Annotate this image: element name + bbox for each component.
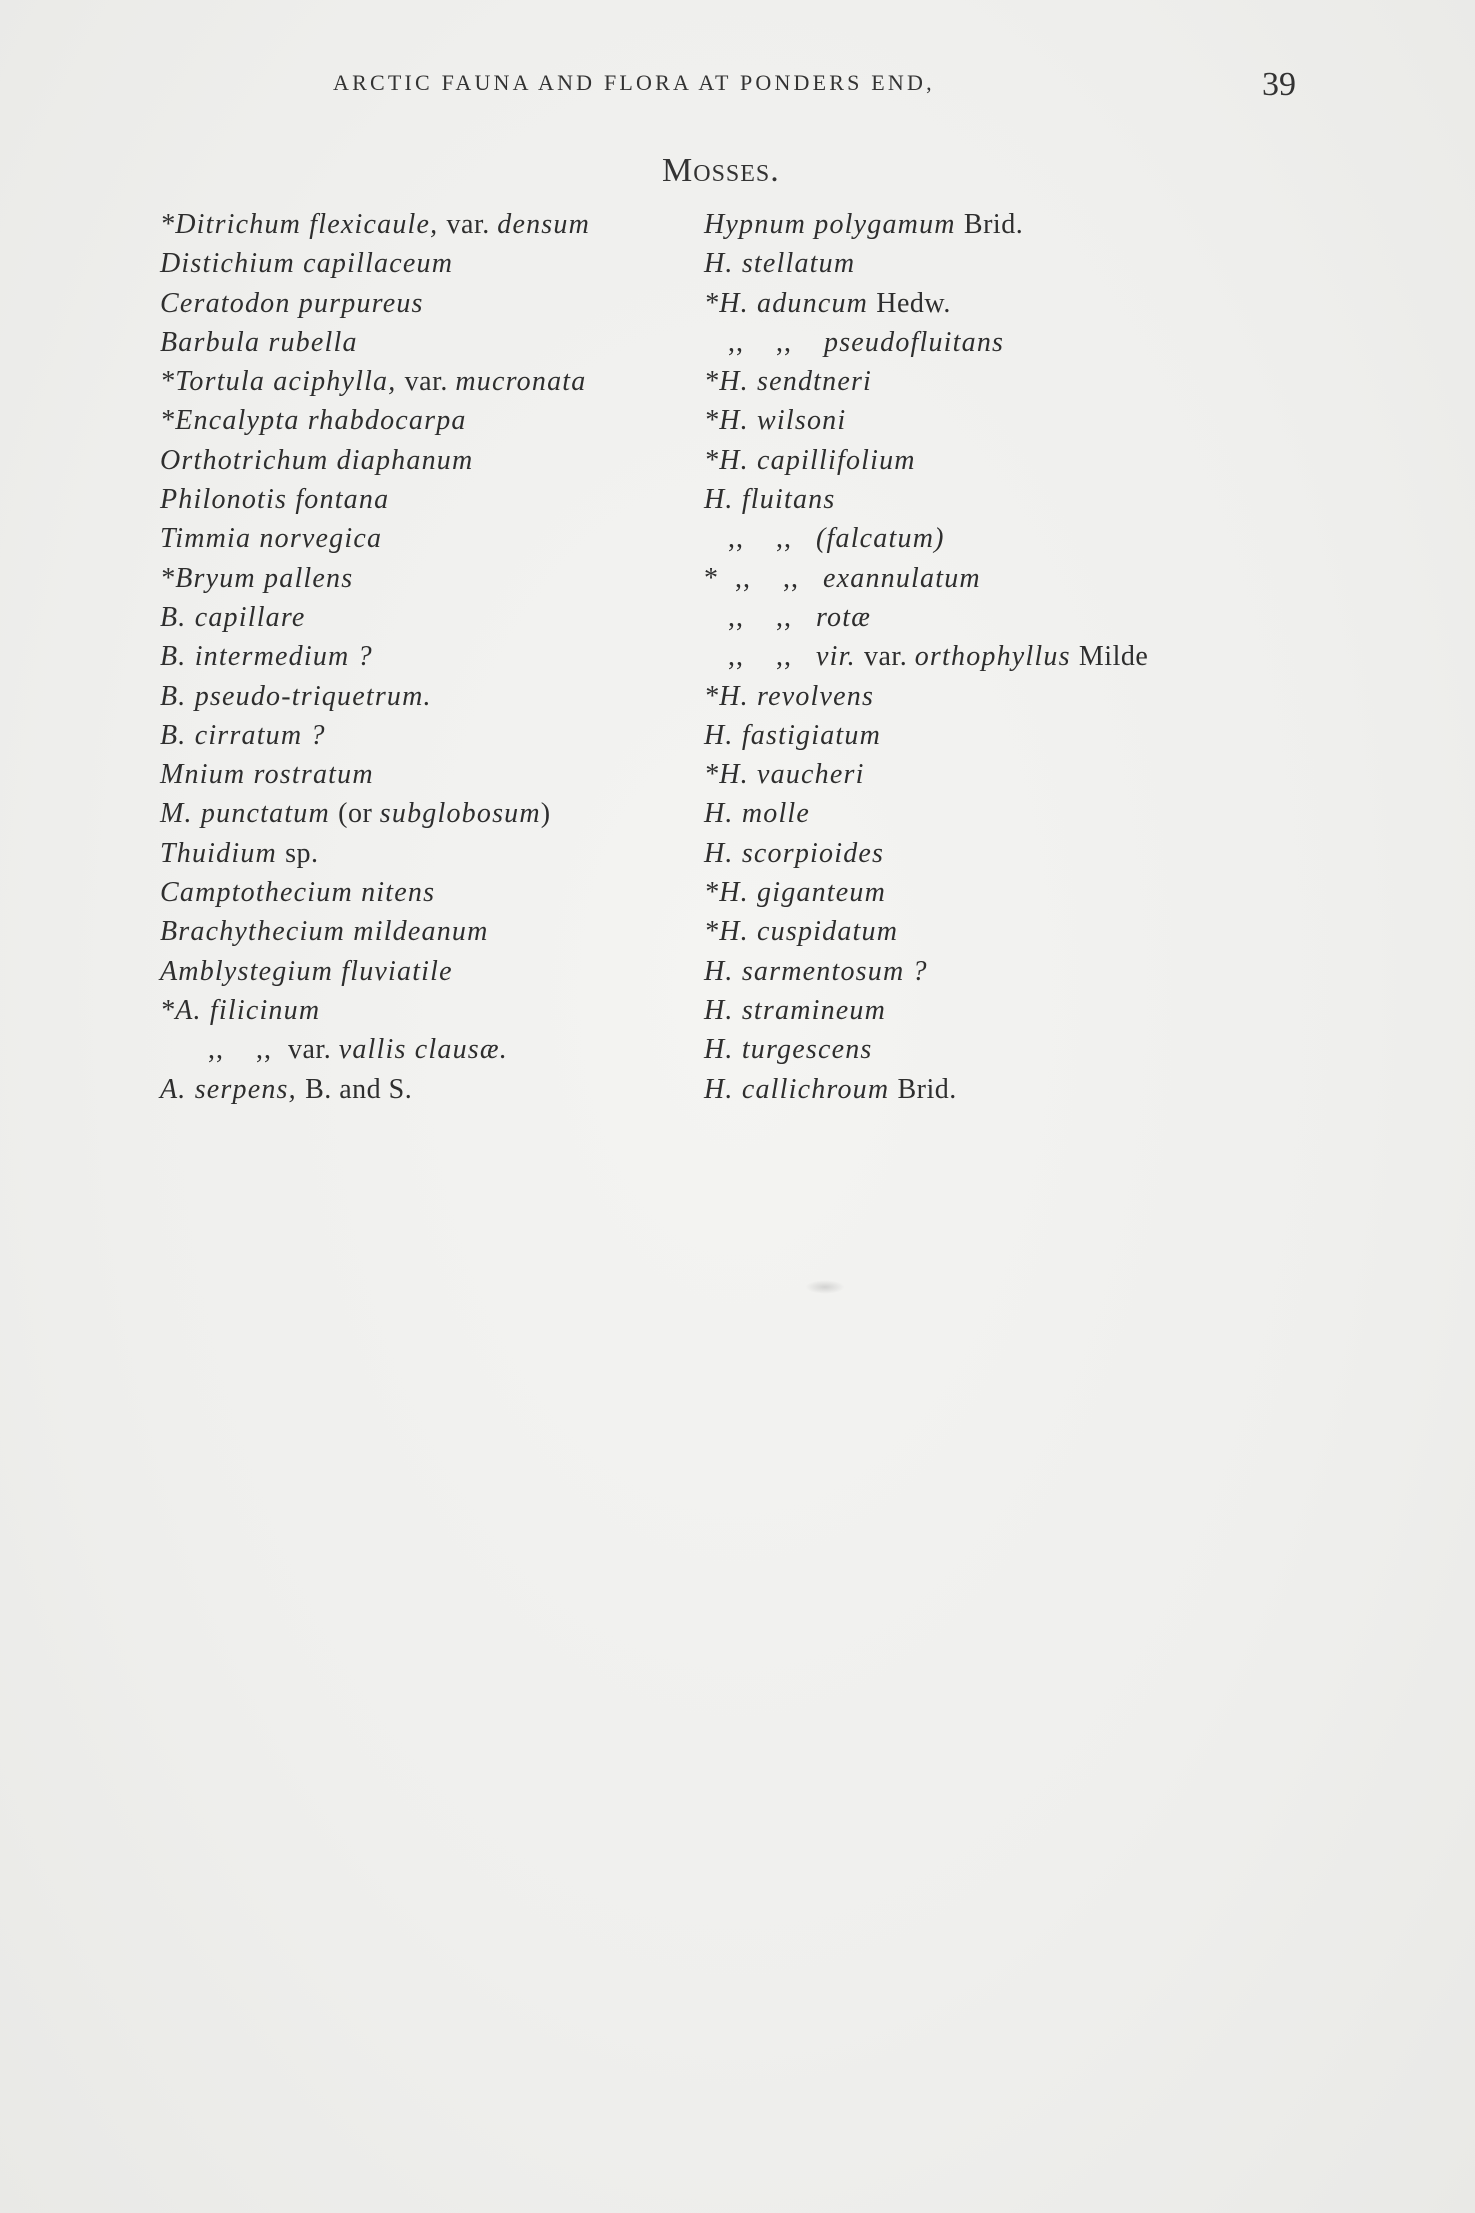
species-entry bbox=[704, 952, 1324, 991]
right-species-column bbox=[704, 205, 1324, 1109]
ditto-marks: ,, ,, bbox=[160, 1034, 288, 1066]
species-entry bbox=[160, 1030, 720, 1069]
species-name: Ceratodon purpureus bbox=[160, 287, 424, 319]
species-name: B. cirratum ? bbox=[160, 719, 326, 751]
species-entry bbox=[160, 677, 720, 716]
species-name: *H. wilsoni bbox=[704, 405, 847, 437]
species-entry bbox=[160, 519, 720, 558]
species-name: H. sarmentosum ? bbox=[704, 955, 928, 987]
species-name: H. fastigiatum bbox=[704, 719, 882, 751]
species-name: *Encalypta rhabdocarpa bbox=[160, 405, 467, 437]
authority-or-note: var. bbox=[404, 366, 456, 398]
variety-name: vallis clausæ. bbox=[338, 1034, 508, 1066]
species-name: *Tortula aciphylla, bbox=[160, 366, 405, 398]
species-name: Camptothecium nitens bbox=[160, 877, 436, 909]
species-name: B. capillare bbox=[160, 601, 306, 633]
page-number: 39 bbox=[1262, 66, 1296, 103]
left-species-column bbox=[160, 205, 720, 1109]
species-entry bbox=[704, 755, 1324, 794]
species-entry bbox=[704, 716, 1324, 755]
species-entry bbox=[160, 834, 720, 873]
ditto-marks: ,, ,, bbox=[704, 326, 824, 358]
species-entry bbox=[704, 244, 1324, 283]
species-entry bbox=[160, 480, 720, 519]
authority-or-note: sp. bbox=[285, 837, 319, 869]
species-entry bbox=[704, 873, 1324, 912]
species-name: Thuidium bbox=[160, 837, 286, 869]
species-entry bbox=[704, 441, 1324, 480]
species-entry bbox=[160, 873, 720, 912]
species-name: H. callichroum bbox=[704, 1073, 898, 1105]
species-entry bbox=[160, 284, 720, 323]
ditto-marks: ,, ,, bbox=[704, 601, 816, 633]
species-name: H. fluitans bbox=[704, 484, 836, 516]
species-name: H. scorpioides bbox=[704, 837, 885, 869]
species-name-extra: (falcatum) bbox=[816, 523, 945, 555]
species-entry bbox=[704, 401, 1324, 440]
species-name: Philonotis fontana bbox=[160, 484, 390, 516]
species-name: *Bryum pallens bbox=[160, 562, 354, 594]
authority-or-note: Hedw. bbox=[876, 287, 951, 319]
closing-paren: ) bbox=[540, 798, 551, 830]
species-name: B. pseudo-triquetrum. bbox=[160, 680, 432, 712]
species-name: *H. cuspidatum bbox=[704, 916, 899, 948]
species-entry bbox=[704, 205, 1324, 244]
species-name: Orthotrichum diaphanum bbox=[160, 444, 474, 476]
paper-blemish bbox=[805, 1280, 845, 1294]
species-name: Brachythecium mildeanum bbox=[160, 916, 489, 948]
ditto-marks: ,, ,, bbox=[704, 641, 816, 673]
species-entry bbox=[160, 755, 720, 794]
species-name: Timmia norvegica bbox=[160, 523, 383, 555]
species-name: *H. sendtneri bbox=[704, 366, 873, 398]
species-name: Amblystegium fluviatile bbox=[160, 955, 453, 987]
ditto-marks: * ,, ,, bbox=[704, 562, 823, 594]
authority-or-note: Brid. bbox=[897, 1073, 957, 1105]
species-entry bbox=[704, 1070, 1324, 1109]
authority-or-note: (or bbox=[338, 798, 380, 830]
species-name-extra: exannulatum bbox=[823, 562, 981, 594]
species-name: Mnium rostratum bbox=[160, 759, 374, 791]
species-entry bbox=[160, 991, 720, 1030]
running-head: ARCTIC FAUNA AND FLORA AT PONDERS END, bbox=[333, 70, 935, 95]
species-name: Hypnum polygamum bbox=[704, 209, 964, 240]
variety-name: mucronata bbox=[455, 366, 587, 398]
species-entry bbox=[160, 559, 720, 598]
species-entry bbox=[160, 441, 720, 480]
species-entry bbox=[704, 834, 1324, 873]
species-name: *H. giganteum bbox=[704, 877, 887, 909]
species-entry bbox=[704, 794, 1324, 833]
species-name: Barbula rubella bbox=[160, 326, 358, 358]
species-entry bbox=[160, 1070, 720, 1109]
authority-or-note: var. bbox=[446, 209, 498, 240]
authority-or-note: B. and S. bbox=[305, 1073, 413, 1105]
species-entry bbox=[704, 637, 1324, 676]
variety-name: densum bbox=[497, 209, 591, 240]
species-entry bbox=[160, 244, 720, 283]
species-name: H. stramineum bbox=[704, 994, 887, 1026]
species-name: *H. vaucheri bbox=[704, 759, 865, 791]
species-entry bbox=[160, 362, 720, 401]
species-entry bbox=[160, 401, 720, 440]
section-title: Mosses. bbox=[662, 152, 780, 189]
species-name-extra: rotæ bbox=[816, 601, 872, 633]
species-name: H. molle bbox=[704, 798, 811, 830]
species-entry bbox=[160, 794, 720, 833]
variety-name: orthophyllus bbox=[914, 641, 1079, 673]
species-name: *Ditrichum flexicaule, bbox=[160, 209, 447, 240]
species-entry bbox=[160, 637, 720, 676]
species-entry bbox=[704, 480, 1324, 519]
species-name: B. intermedium ? bbox=[160, 641, 373, 673]
species-entry bbox=[704, 598, 1324, 637]
species-entry bbox=[704, 362, 1324, 401]
species-name-extra: pseudofluitans bbox=[824, 326, 1005, 358]
authority-or-note: var. bbox=[864, 641, 915, 673]
authority: Milde bbox=[1078, 641, 1149, 673]
species-entry bbox=[704, 559, 1324, 598]
species-entry bbox=[160, 716, 720, 755]
species-name: H. stellatum bbox=[704, 248, 856, 280]
species-entry bbox=[160, 912, 720, 951]
variety-name: subglobosum bbox=[379, 798, 541, 830]
species-entry bbox=[160, 952, 720, 991]
species-name: M. punctatum bbox=[160, 798, 339, 830]
authority-or-note: var. bbox=[288, 1034, 339, 1066]
ditto-marks: ,, ,, bbox=[704, 523, 816, 555]
species-entry bbox=[704, 519, 1324, 558]
species-entry bbox=[704, 1030, 1324, 1069]
species-name-extra: vir. bbox=[816, 641, 864, 673]
species-entry bbox=[160, 323, 720, 362]
species-entry bbox=[704, 912, 1324, 951]
authority-or-note: Brid. bbox=[963, 209, 1024, 240]
species-entry bbox=[704, 677, 1324, 716]
species-entry bbox=[704, 284, 1324, 323]
species-name: *H. aduncum bbox=[704, 287, 877, 319]
species-name: H. turgescens bbox=[704, 1034, 873, 1066]
species-name: *A. filicinum bbox=[160, 994, 321, 1026]
species-name: *H. revolvens bbox=[704, 680, 875, 712]
species-entry bbox=[704, 323, 1324, 362]
species-name: *H. capillifolium bbox=[704, 444, 916, 476]
species-name: A. serpens, bbox=[160, 1073, 306, 1105]
species-entry bbox=[704, 991, 1324, 1030]
species-name: Distichium capillaceum bbox=[160, 248, 454, 280]
species-entry bbox=[160, 205, 720, 244]
species-entry bbox=[160, 598, 720, 637]
